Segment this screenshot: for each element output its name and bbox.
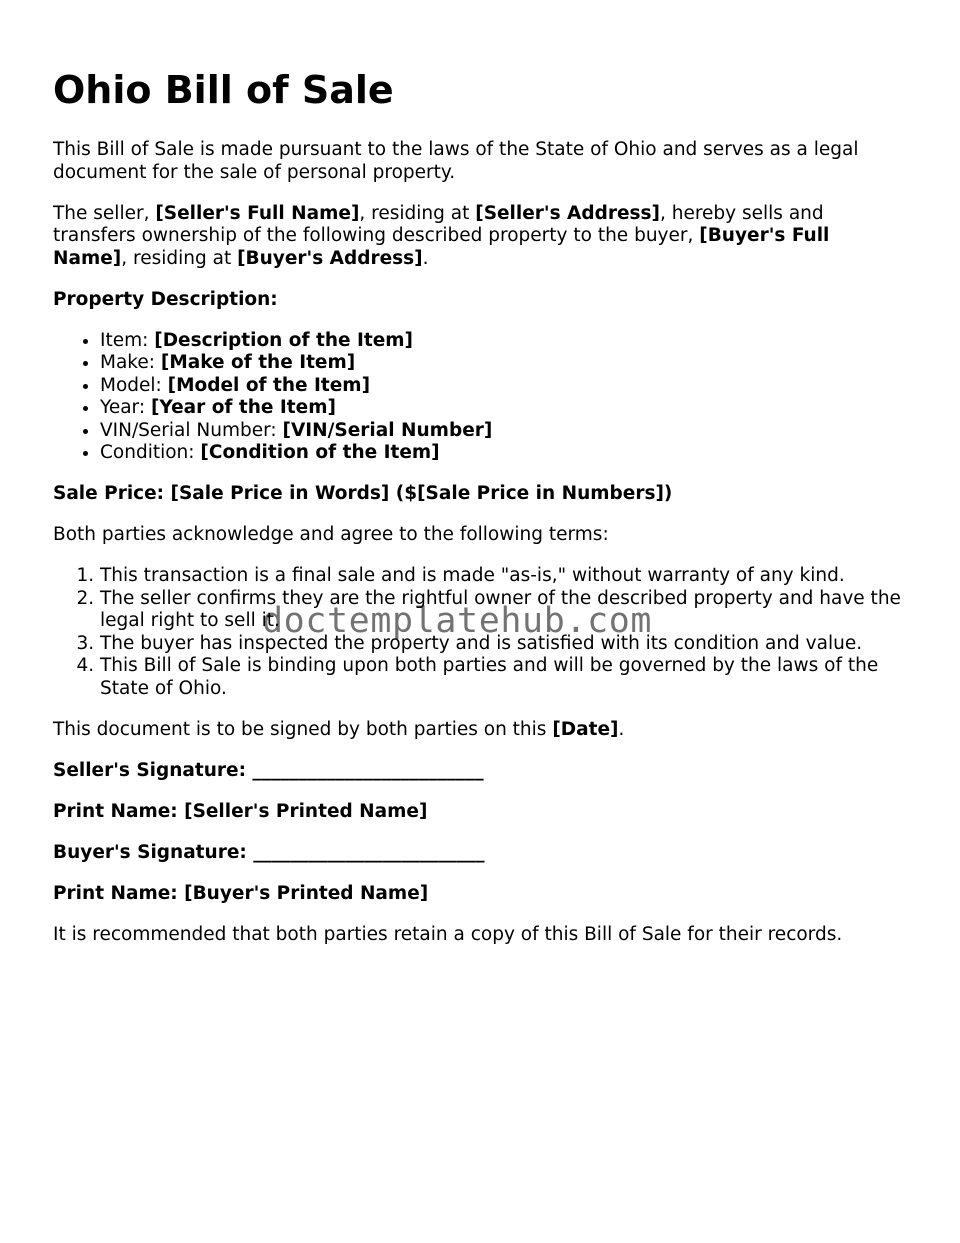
- term-item: 3. The buyer has inspected the property and is satisfied with its condition and value.: [100, 633, 903, 656]
- buyer-signature-text: Buyer's Signature: _________________________: [53, 841, 485, 863]
- property-item: [100, 397, 903, 420]
- transfer-text-2: , residing at: [359, 202, 476, 224]
- date-placeholder: [Date]: [552, 718, 619, 740]
- transfer-text-1: The seller,: [53, 202, 156, 224]
- seller-address-placeholder: [Seller's Address]: [475, 202, 660, 224]
- transfer-text-3: , hereby sells and transfers ownership of the following described property to the buyer,: [53, 202, 824, 246]
- sale-price: [53, 483, 903, 506]
- signing-paragraph: [53, 719, 903, 742]
- property-value: [Make of the Item]: [160, 352, 356, 373]
- property-item: [100, 330, 903, 353]
- term-item: 2. The seller confirms they are the rightful owner of the described property and have the legal right to sell it.: [100, 588, 903, 633]
- seller-signature-line: [53, 760, 903, 783]
- transfer-text-4: , residing at: [121, 247, 238, 269]
- property-item: [100, 352, 903, 375]
- buyer-signature-line: [53, 842, 903, 865]
- property-label: VIN/Serial Number:: [100, 419, 283, 441]
- seller-signature-text: Seller's Signature: _________________________: [53, 759, 484, 781]
- property-value: [Description of the Item]: [154, 329, 413, 351]
- property-value: [Condition of the Item]: [200, 442, 440, 463]
- property-heading: [53, 289, 903, 312]
- seller-name-placeholder: [Seller's Full Name]: [155, 202, 360, 224]
- seller-print-name-text: Print Name: [Seller's Printed Name]: [53, 800, 428, 822]
- term-item: 4. This Bill of Sale is binding upon both parties and will be governed by the laws of the State of Ohio.: [100, 655, 903, 700]
- property-list: [53, 330, 903, 465]
- intro-paragraph: This Bill of Sale is made pursuant to the laws of the State of Ohio and serves as a legal document for the sale of personal property.: [53, 139, 859, 183]
- property-heading-text: Property Description:: [53, 288, 278, 310]
- property-label: Make:: [100, 352, 161, 373]
- document-title: Ohio Bill of Sale: [53, 68, 394, 112]
- property-item: [100, 420, 903, 443]
- buyer-print-name: [53, 883, 903, 906]
- property-value: [Model of the Item]: [167, 374, 371, 396]
- seller-print-name: [53, 801, 903, 824]
- signing-text-1: This document is to be signed by both parties on this: [53, 718, 553, 740]
- buyer-print-name-text: Print Name: [Buyer's Printed Name]: [53, 882, 429, 904]
- watermark: doctemplatehub.com: [262, 601, 653, 641]
- property-value: [Year of the Item]: [150, 397, 336, 418]
- terms-list: [53, 565, 903, 700]
- property-label: Condition:: [100, 442, 201, 463]
- signing-text-2: .: [618, 718, 625, 740]
- sale-price-text: Sale Price: [Sale Price in Words] ($[Sale Price in Numbers]): [53, 483, 673, 504]
- document: [53, 62, 903, 965]
- closing-paragraph: It is recommended that both parties retain a copy of this Bill of Sale for their records.: [53, 923, 843, 945]
- property-item: [100, 442, 903, 465]
- terms-intro: Both parties acknowledge and agree to the following terms:: [53, 524, 609, 545]
- property-label: Item:: [100, 329, 155, 351]
- buyer-address-placeholder: [Buyer's Address]: [237, 247, 423, 269]
- property-label: Year:: [100, 397, 151, 418]
- transfer-paragraph: [53, 203, 903, 271]
- term-item: 1. This transaction is a final sale and is made "as-is," without warranty of any kind.: [100, 565, 903, 588]
- property-item: [100, 375, 903, 398]
- property-value: [VIN/Serial Number]: [282, 419, 493, 441]
- property-label: Model:: [100, 374, 168, 396]
- transfer-text-5: .: [422, 247, 429, 269]
- buyer-name-placeholder: [Buyer's Full Name]: [53, 225, 830, 269]
